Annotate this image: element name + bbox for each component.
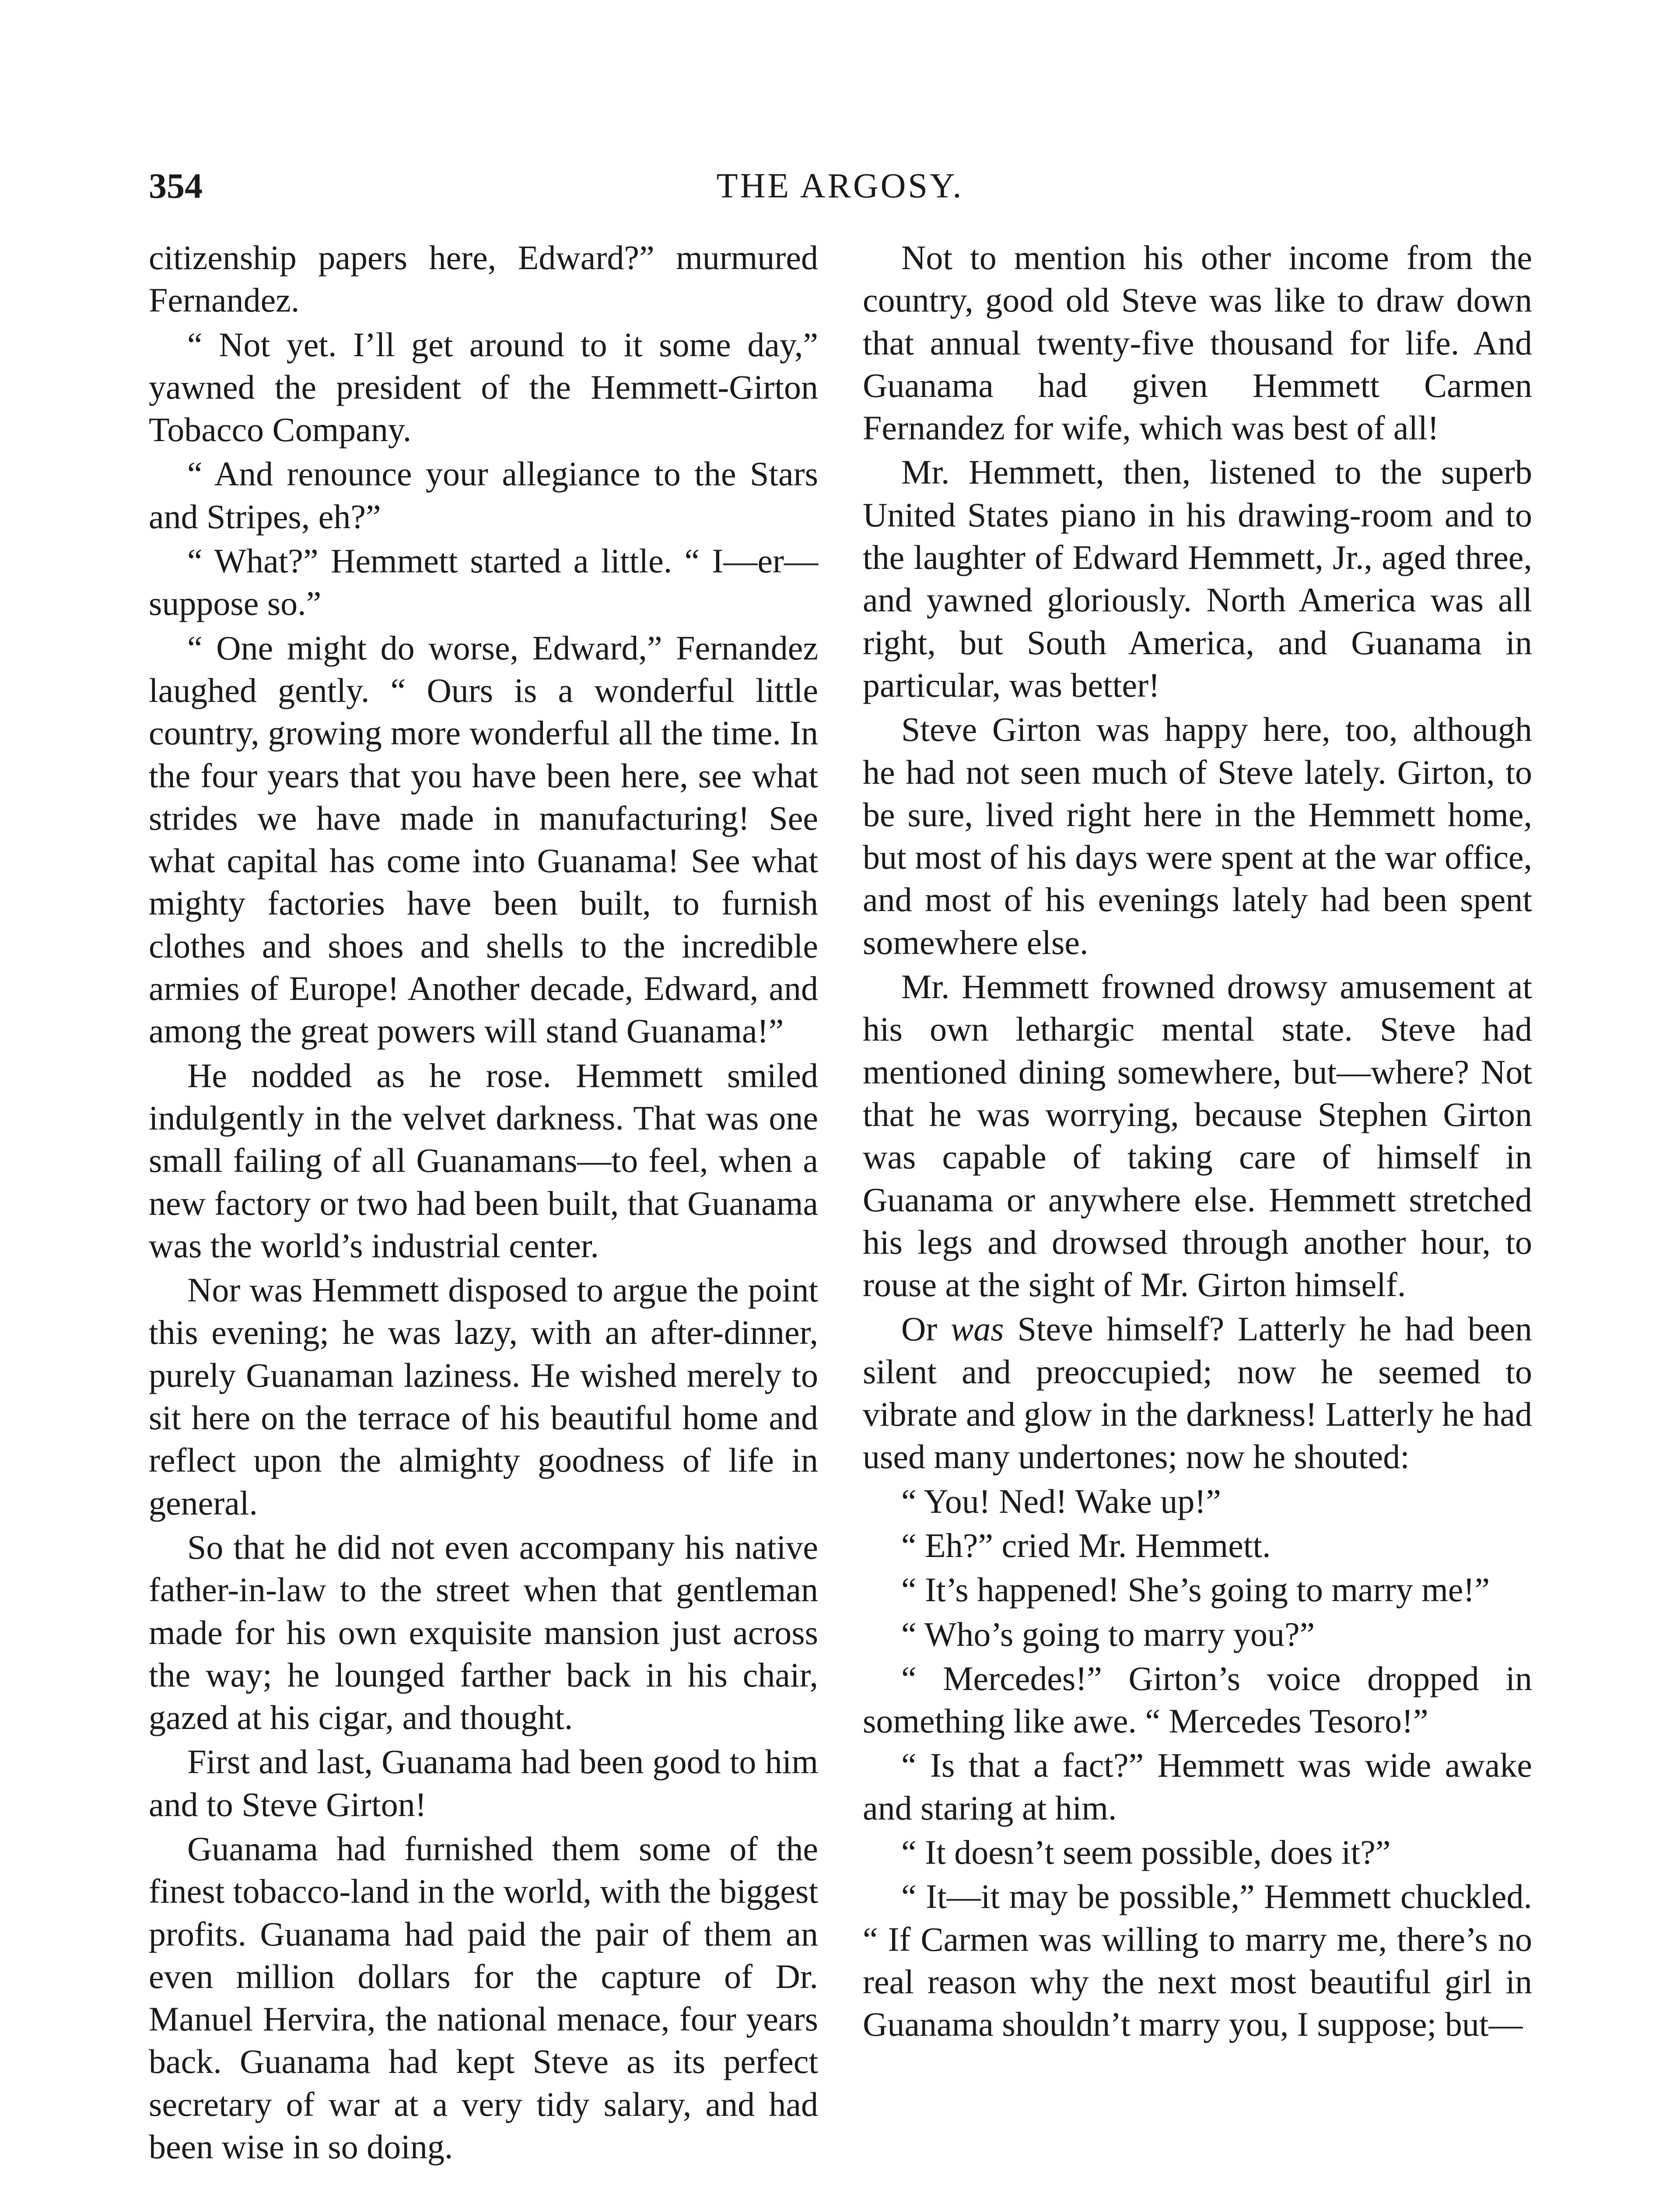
paragraph: Mr. Hemmett frowned drowsy amusement at his own lethargic mental state. Steve had mentioned dining somewhere, but—where? Not that he was worrying, because Stephen Girton was capable of taking care of himself in Guanama or anywhere else. Hemmett stretched his legs and drowsed through another hour, to rouse at the sight of Mr. Girton himself. xyxy=(863,968,1532,1304)
paragraph: He nodded as he rose. Hemmett smiled indulgently in the velvet darkness. That was one small failing of all Guanamans—to feel, when a new factory or two had been built, that Guanama was the world’s industrial center. xyxy=(149,1056,818,1265)
page-header xyxy=(149,162,1531,210)
paragraph: Nor was Hemmett disposed to argue the point this evening; he was lazy, with an after-dinner, purely Guanaman laziness. He wished merely to sit here on the terrace of his beautiful home and reflect upon the almighty goodness of life in general. xyxy=(149,1271,818,1522)
paragraph: Guanama had furnished them some of the finest tobacco-land in the world, with the biggest profits. Guanama had paid the pair of them an even million dollars for the capture of Dr. Manuel Hervira, the national menace, four years back. Guanama had kept Steve as its perfect secretary of war at a very tidy salary, and had been wise in so doing. xyxy=(149,1829,818,2166)
paragraph: “ Is that a fact?” Hemmett was wide awake and staring at him. xyxy=(863,1746,1532,1827)
running-head: THE ARGOSY. xyxy=(716,167,964,205)
paragraph: “ Not yet. I’ll get around to it some day,” yawned the president of the Hemmett-Girton Tobacco Company. xyxy=(149,325,818,449)
paragraph: “ And renounce your allegiance to the Stars and Stripes, eh?” xyxy=(149,455,818,536)
paragraph-text: Steve himself? Latterly he had been silent and preoccupied; now he seemed to vibrate and glow in the darkness! Latterly he had used many undertones; now he shouted: xyxy=(863,1310,1532,1476)
paragraph-prefix: Or xyxy=(901,1310,951,1348)
right-column xyxy=(863,236,1532,2047)
paragraph: Mr. Hemmett, then, listened to the superb United States piano in his drawing-room and to the laughter of Edward Hemmett, Jr., aged three, and yawned gloriously. North America was all right, but South America, and Guanama in particular, was better! xyxy=(863,453,1532,704)
paragraph: “ Who’s going to marry you?” xyxy=(901,1615,1315,1653)
page-number: 354 xyxy=(149,166,203,206)
paragraph: “ Eh?” cried Mr. Hemmett. xyxy=(901,1526,1271,1564)
paragraph: “ What?” Hemmett started a little. “ I—er—suppose so.” xyxy=(149,542,818,623)
paragraph: First and last, Guanama had been good to him and to Steve Girton! xyxy=(149,1743,818,1823)
paragraph: So that he did not even accompany his native father-in-law to the street when that gentleman made for his own exquisite mansion just across the way; he lounged farther back in his chair, gazed at his cigar, and thought. xyxy=(149,1528,818,1737)
paragraph: “ One might do worse, Edward,” Fernandez laughed gently. “ Ours is a wonderful little country, growing more wonderful all the time. In the four years that you have been here, see what strides we have made in manufacturing! See what capital has come into Guanama! See what mighty factories have been built, to furnish clothes and shoes and shells to the incredible armies of Europe! Another decade, Edward, and among the great powers will stand Guanama!” xyxy=(149,628,818,1050)
paragraph: “ It doesn’t seem possible, does it?” xyxy=(901,1833,1391,1871)
paragraph: “ Mercedes!” Girton’s voice dropped in something like awe. “ Mercedes Tesoro!” xyxy=(863,1659,1532,1740)
left-column xyxy=(149,236,818,2170)
paragraph: citizenship papers here, Edward?” murmured Fernandez. xyxy=(149,238,818,319)
paragraph: “ It’s happened! She’s going to marry me!” xyxy=(901,1571,1490,1609)
italic-word: was xyxy=(951,1310,1004,1348)
paragraph: “ You! Ned! Wake up!” xyxy=(901,1482,1221,1520)
paragraph: Steve Girton was happy here, too, although he had not seen much of Steve lately. Girton, to be sure, lived right here in the Hemmett home, but most of his days were spent at the war office, and most of his evenings lately had been spent somewhere else. xyxy=(863,710,1532,961)
paragraph: Not to mention his other income from the country, good old Steve was like to draw down that annual twenty-five thousand for life. And Guanama had given Hemmett Carmen Fernandez for wife, which was best of all! xyxy=(863,238,1532,447)
paragraph: “ It—it may be possible,” Hemmett chuckled. “ If Carmen was willing to marry me, there’s no real reason why the next most beautiful girl in Guanama shouldn’t marry you, I suppose; but— xyxy=(863,1877,1532,2044)
paragraph-italic-lead xyxy=(863,1308,1532,1478)
